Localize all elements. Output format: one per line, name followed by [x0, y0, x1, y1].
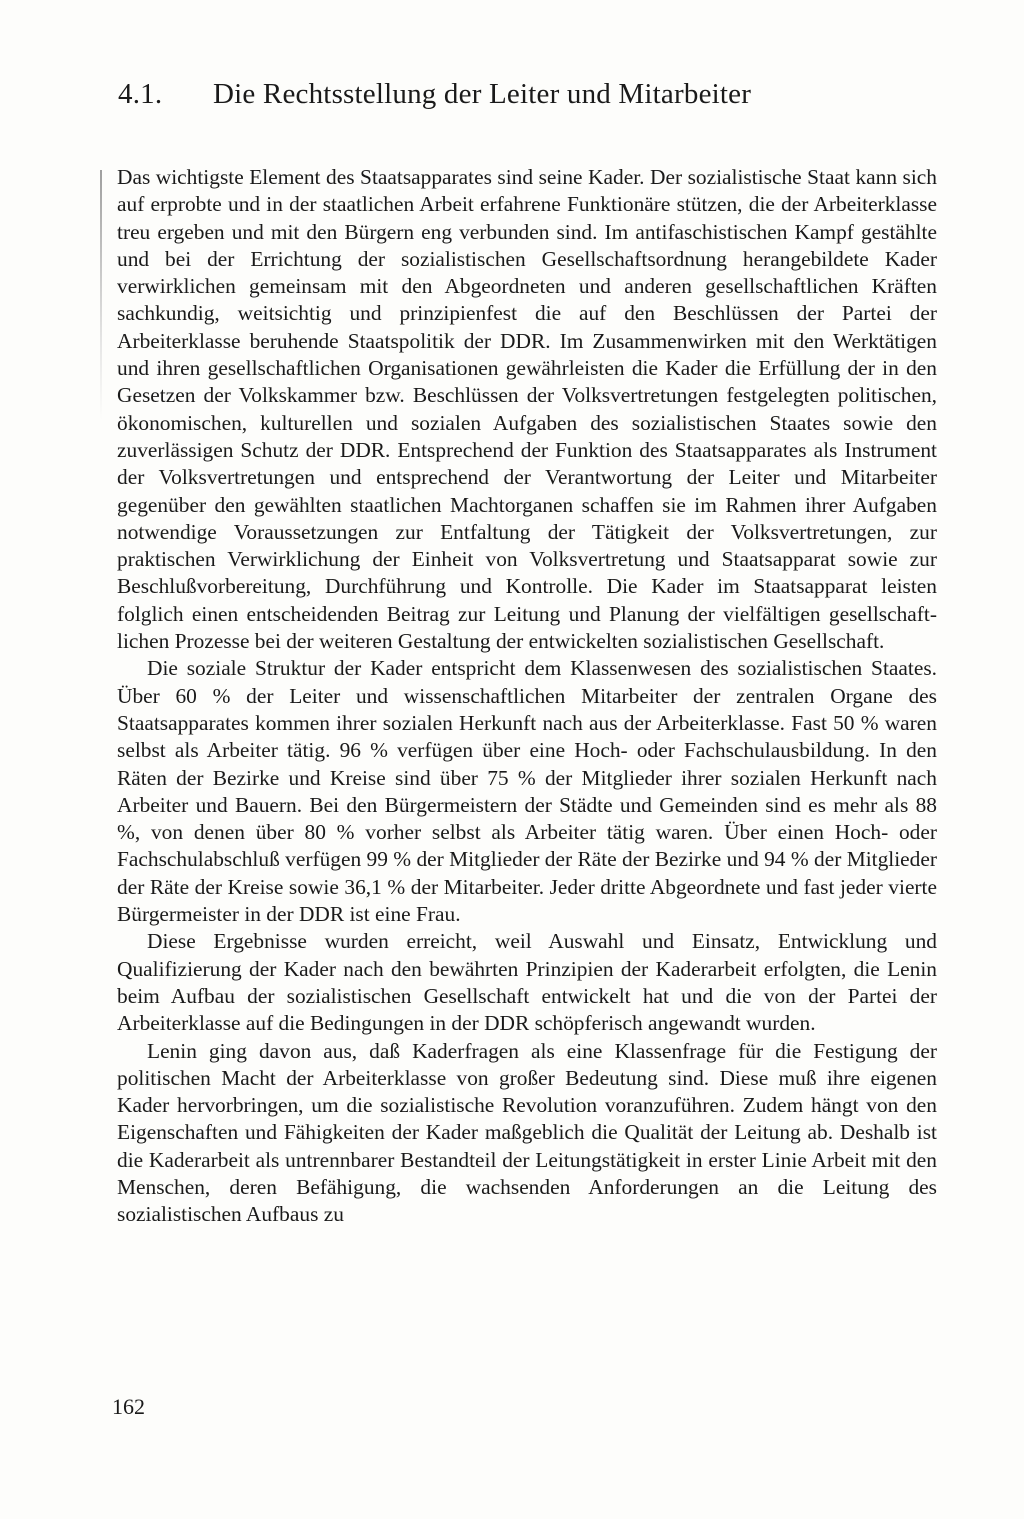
section-number: 4.1.	[118, 78, 163, 110]
paragraph-4: Lenin ging davon aus, daß Kaderfragen als eine Klassenfrage für die Festigung der politischen Macht der Arbeiterklasse von großer Bedeutung sind. Diese muß ihre eigenen Kader hervorbringen, um die sozialistische Revolution voranzuführen. Zudem hängt von den Eigenschaften und Fähigkeiten der Kader maßgeblich die Qualität der Leitung ab. Deshalb ist die Kaderarbeit als untrennbarer Bestandteil der Leitungstätigkeit in erster Linie Arbeit mit den Menschen, deren Befähigung, die wachsenden Anforderungen an die Leitung des sozialistischen Aufbaus zu	[117, 1038, 937, 1227]
section-heading	[118, 78, 751, 111]
section-title: Die Rechtsstellung der Leiter und Mitarbeiter	[213, 78, 752, 110]
paragraph-2: Die soziale Struktur der Kader entspricht dem Klassenwesen des sozialistischen Staates. Über 60 % der Leiter und wissenschaftlichen Mitarbeiter der zentralen Organe des Staatsapparates kommen ihrer sozialen Herkunft nach aus der Arbeiterklasse. Fast 50 % waren selbst als Arbeiter tätig. 96 % verfügen über eine Hoch- oder Fachschulausbildung. In den Räten der Bezirke und Kreise sind über 75 % der Mitglieder ihrer sozialen Herkunft nach Arbeiter und Bauern. Bei den Bürgermeistern der Städte und Gemeinden sind es mehr als 88 %, von denen über 80 % vorher selbst als Arbeiter tätig waren. Über einen Hoch- oder Fachschulabschluß verfügen 99 % der Mitglieder der Räte der Bezirke und 94 % der Mitglieder der Räte der Kreise sowie 36,1 % der Mitarbeiter. Jeder dritte Abgeordnete und fast jeder vierte Bürgermeister in der DDR ist eine Frau.	[117, 656, 937, 927]
page-number: 162	[112, 1394, 145, 1419]
paragraph-3: Diese Ergebnisse wurden erreicht, weil Auswahl und Einsatz, Entwicklung und Qualifizierung der Kader nach den bewährten Prinzipien der Kaderarbeit erfolgten, die Lenin beim Aufbau der sozialistischen Gesellschaft entwickelt hat und die von der Partei der Arbeiterklasse auf die Bedingungen in der DDR schöpferisch angewandt wurden.	[117, 929, 937, 1036]
paragraph-1: Das wichtigste Element des Staatsapparates sind seine Kader. Der sozialistische Staat kann sich auf erprobte und in der staatlichen Arbeit erfahrene Funktionäre stützen, die der Arbeiterklasse treu ergeben und mit den Bürgern eng verbunden sind. Im antifaschistischen Kampf gestählte und bei der Errichtung der sozialistischen Gesellschaftsordnung herangebildete Kader verwirklichen gemeinsam mit den Abgeordneten und anderen gesellschaftlichen Kräften sachkundig, weitsichtig und prinzipienfest die auf den Beschlüssen der Partei der Arbeiterklasse beruhende Staatspolitik der DDR. Im Zusammenwirken mit den Werktätigen und ihren gesellschaftlichen Organisationen gewährleisten die Kader die Erfüllung der in den Gesetzen der Volkskammer bzw. Beschlüssen der Volksvertretungen festgelegten politischen, ökonomischen, kulturellen und sozialen Aufgaben des sozialistischen Staates sowie den zuverlässigen Schutz der DDR. Entsprechend der Funktion des Staatsapparates als Instrument der Volksvertretungen und entsprechend der Verantwortung der Leiter und Mitarbeiter gegenüber den gewählten staatlichen Machtorganen schaffen sie im Rahmen ihrer Aufgaben notwendige Voraussetzungen zur Entfaltung der Tätigkeit der Volksvertretungen, zur praktischen Verwirklichung der Einheit von Volksvertretung und Staatsapparat sowie zur Beschlußvorbereitung, Durchführung und Kontrolle. Die Kader im Staatsapparat leisten folglich einen entscheidenden Beitrag zur Leitung und Planung der vielfältigen gesellschaftlichen Prozesse bei der weiteren Gestaltung der entwickelten sozialistischen Gesellschaft.	[117, 165, 937, 654]
body-text	[117, 164, 937, 1229]
margin-pencil-mark	[100, 170, 102, 420]
